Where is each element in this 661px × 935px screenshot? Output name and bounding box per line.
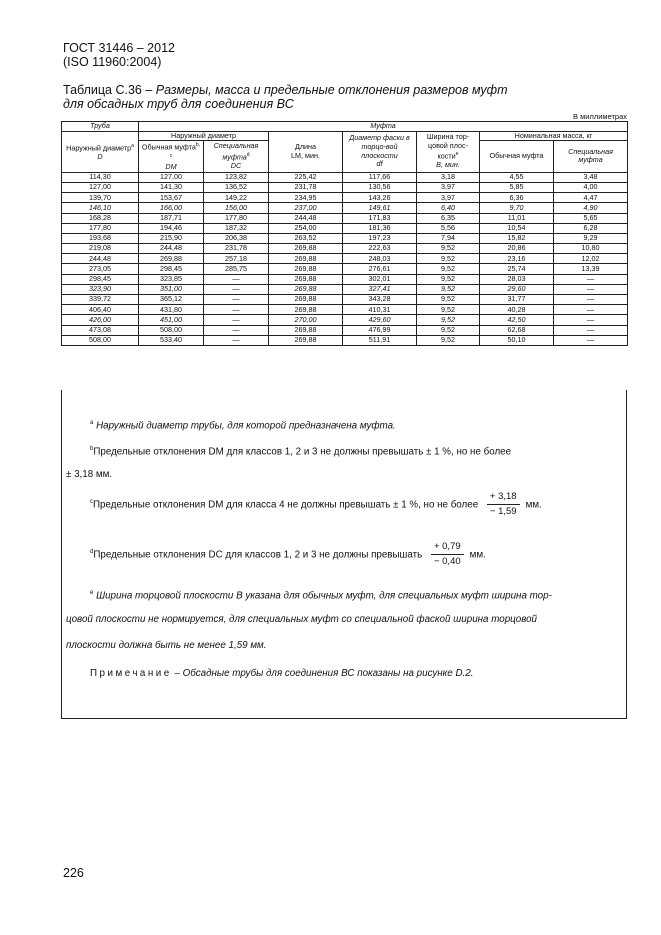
footnote-e-cont2: плоскости должна быть не менее 1,59 мм. (66, 640, 267, 651)
table-cell: 12,02 (554, 254, 628, 264)
table-cell: 426,00 (62, 315, 139, 325)
table-cell: 146,10 (62, 203, 139, 213)
standard-code: ГОСТ 31446 – 2012 (63, 41, 175, 55)
table-cell: — (204, 295, 269, 305)
footnote-c: $^c$Предельные отклонения DM для класса 4 не должны превышать ± 1 %, но не более $\frac{+ 3,18}{- 1,59}$ мм. (90, 491, 542, 518)
table-cell: 298,45 (62, 274, 139, 284)
table-caption (63, 83, 508, 111)
table-cell: 508,00 (139, 325, 204, 335)
table-cell: 476,99 (343, 325, 417, 335)
table-row (62, 172, 628, 182)
table-cell: 187,71 (139, 213, 204, 223)
table-cell: 141,30 (139, 182, 204, 192)
header-bevel-diameter: Диаметр фаски в торцо-вой плоскости df (343, 131, 417, 172)
table-cell: 197,23 (343, 233, 417, 243)
header-pipe-od: Наружный диаметр$^a$ D (62, 131, 139, 172)
table-row (62, 203, 628, 213)
table-cell: 9,52 (417, 284, 480, 294)
table-cell: 6,36 (480, 193, 554, 203)
table-cell: — (554, 274, 628, 284)
table-cell: 343,28 (343, 295, 417, 305)
table-cell: 177,80 (204, 213, 269, 223)
table-row (62, 213, 628, 223)
table-cell: 257,18 (204, 254, 269, 264)
table-cell: 10,54 (480, 223, 554, 233)
table-cell: — (554, 295, 628, 305)
iso-code: (ISO 11960:2004) (63, 55, 162, 69)
table-cell: 23,16 (480, 254, 554, 264)
table-cell: — (554, 335, 628, 345)
table-cell: 114,30 (62, 172, 139, 182)
table-cell: 533,40 (139, 335, 204, 345)
table-cell: 40,28 (480, 305, 554, 315)
header-mass: Номинальная масса, кг (480, 131, 628, 141)
table-cell: 9,52 (417, 254, 480, 264)
caption-title-2: для обсадных труб для соединения ВС (63, 97, 294, 111)
remark: Примечание – Обсадные трубы для соединения ВС показаны на рисунке D.2. (90, 668, 474, 679)
table-cell: 153,67 (139, 193, 204, 203)
table-cell: 127,00 (139, 172, 204, 182)
table-cell: 10,80 (554, 244, 628, 254)
table-cell: 6,40 (417, 203, 480, 213)
table-row (62, 315, 628, 325)
table-row (62, 233, 628, 243)
header-pipe: Труба (62, 122, 139, 132)
table-cell: 237,00 (269, 203, 343, 213)
table-cell: 5,85 (480, 182, 554, 192)
footnote-e: $^e$ Ширина торцовой плоскости В указана для обычных муфт, для специальных муфт ширина тор- (90, 590, 552, 602)
table-cell: 9,52 (417, 335, 480, 345)
table-cell: 149,22 (204, 193, 269, 203)
table-cell: 410,31 (343, 305, 417, 315)
table-cell: 171,83 (343, 213, 417, 223)
table-row (62, 295, 628, 305)
table-cell: 9,52 (417, 305, 480, 315)
table-cell: 269,88 (269, 274, 343, 284)
table-cell: 285,75 (204, 264, 269, 274)
table-cell: 3,97 (417, 182, 480, 192)
table-cell: 222,63 (343, 244, 417, 254)
table-cell: 25,74 (480, 264, 554, 274)
table-cell: 231,78 (204, 244, 269, 254)
table-cell: 302,01 (343, 274, 417, 284)
table-row (62, 284, 628, 294)
table-cell: 3,18 (417, 172, 480, 182)
table-cell: 166,00 (139, 203, 204, 213)
table-cell: 117,66 (343, 172, 417, 182)
table-cell: 269,88 (139, 254, 204, 264)
table-cell: 429,60 (343, 315, 417, 325)
table-cell: 269,88 (269, 335, 343, 345)
table-cell: 187,32 (204, 223, 269, 233)
table-cell: 136,52 (204, 182, 269, 192)
table-cell: 9,52 (417, 295, 480, 305)
table-cell: — (204, 284, 269, 294)
table-cell: 269,88 (269, 284, 343, 294)
table-row (62, 305, 628, 315)
table-cell: 177,80 (62, 223, 139, 233)
table-cell: 406,40 (62, 305, 139, 315)
table-cell: 215,90 (139, 233, 204, 243)
table-cell: 4,90 (554, 203, 628, 213)
table-cell: — (204, 305, 269, 315)
table-cell: 244,48 (269, 213, 343, 223)
table-cell: 130,56 (343, 182, 417, 192)
header-face-width: Ширина тор-цовой плос-кости$^e$ B, мин. (417, 131, 480, 172)
header-special-coupling: Специальная муфта$^d$ DC (204, 141, 269, 173)
table-cell: 15,82 (480, 233, 554, 243)
table-cell: 276,61 (343, 264, 417, 274)
table-cell: 181,36 (343, 223, 417, 233)
table-cell: 28,03 (480, 274, 554, 284)
table-cell: 231,78 (269, 182, 343, 192)
table-cell: 234,95 (269, 193, 343, 203)
table-row (62, 223, 628, 233)
table-cell: 511,91 (343, 335, 417, 345)
header-mass-regular: Обычная муфта (480, 141, 554, 173)
units-label: В миллиметрах (573, 112, 627, 121)
table-cell: — (554, 315, 628, 325)
table-cell: 351,00 (139, 284, 204, 294)
table-row (62, 264, 628, 274)
table-cell: 269,88 (269, 295, 343, 305)
table-cell: 9,52 (417, 264, 480, 274)
table-cell: 339,72 (62, 295, 139, 305)
table-cell: 269,88 (269, 244, 343, 254)
table-row (62, 274, 628, 284)
table-cell: 6,28 (554, 223, 628, 233)
table-cell: 127,00 (62, 182, 139, 192)
table-cell: 50,10 (480, 335, 554, 345)
table-cell: 269,88 (269, 254, 343, 264)
table-row (62, 182, 628, 192)
table-cell: — (204, 315, 269, 325)
table-cell: 9,70 (480, 203, 554, 213)
footnote-b: $^b$Предельные отклонения DM для классов 1, 2 и 3 не должны превышать ± 1 %, но не более (90, 446, 512, 458)
table-cell: 5,65 (554, 213, 628, 223)
table-cell: 156,00 (204, 203, 269, 213)
dimensions-table (61, 121, 628, 346)
table-cell: 7,94 (417, 233, 480, 243)
table-cell: 42,50 (480, 315, 554, 325)
table-cell: 219,08 (62, 244, 139, 254)
table-cell: 62,68 (480, 325, 554, 335)
table-cell: 11,01 (480, 213, 554, 223)
table-cell: 9,52 (417, 315, 480, 325)
table-row (62, 193, 628, 203)
table-cell: — (554, 284, 628, 294)
table-row (62, 244, 628, 254)
footnote-b-cont: ± 3,18 мм. (66, 469, 113, 480)
table-cell: 31,77 (480, 295, 554, 305)
header-coupling: Муфта (139, 122, 628, 132)
table-row (62, 325, 628, 335)
table-cell: 3,97 (417, 193, 480, 203)
table-cell: 9,29 (554, 233, 628, 243)
header-length: Длина LM, мин. (269, 131, 343, 172)
tolerance-d: $\frac{+ 0,79}{- 0,40}$ (431, 540, 464, 569)
table-cell: 270,00 (269, 315, 343, 325)
table-cell: 365,12 (139, 295, 204, 305)
table-cell: 269,88 (269, 264, 343, 274)
table-cell: — (204, 335, 269, 345)
table-cell: 248,03 (343, 254, 417, 264)
header-mass-special: Специальная муфта (554, 141, 628, 173)
footnote-d: $^d$Предельные отклонения DC для классов 1, 2 и 3 не должны превышать $\frac{+ 0,79}{- 0,40}$ мм. (90, 541, 486, 568)
table-cell: — (554, 305, 628, 315)
table-cell: 327,41 (343, 284, 417, 294)
table-cell: 4,55 (480, 172, 554, 182)
table-cell: 244,48 (62, 254, 139, 264)
table-row (62, 335, 628, 345)
table-cell: 254,00 (269, 223, 343, 233)
table-cell: 9,52 (417, 244, 480, 254)
table-cell: — (554, 325, 628, 335)
table-cell: 9,52 (417, 325, 480, 335)
table-cell: 194,46 (139, 223, 204, 233)
table-cell: 123,82 (204, 172, 269, 182)
table-cell: — (204, 274, 269, 284)
table-cell: 193,68 (62, 233, 139, 243)
table-cell: 323,85 (139, 274, 204, 284)
table-cell: 508,00 (62, 335, 139, 345)
document-header (63, 41, 175, 69)
table-cell: 431,80 (139, 305, 204, 315)
table-cell: 3,48 (554, 172, 628, 182)
table-cell: 4,47 (554, 193, 628, 203)
footnote-e-cont1: цовой плоскости не нормируется, для специальных муфт со специальной фаской ширина торцовой (66, 614, 538, 625)
table-cell: 269,88 (269, 325, 343, 335)
tolerance-c: $\frac{+ 3,18}{- 1,59}$ (487, 490, 520, 519)
table-cell: 5,56 (417, 223, 480, 233)
header-regular-coupling: Обычная муфта$^{b, c}$ DM (139, 141, 204, 173)
table-cell: 451,00 (139, 315, 204, 325)
table-cell: 29,60 (480, 284, 554, 294)
table-cell: 263,52 (269, 233, 343, 243)
caption-title-1: Размеры, масса и предельные отклонения размеров муфт (155, 83, 508, 97)
table-cell: 143,26 (343, 193, 417, 203)
table-cell: 206,38 (204, 233, 269, 243)
footnotes-box (61, 390, 627, 719)
table-cell: 323,90 (62, 284, 139, 294)
table-cell: 6,35 (417, 213, 480, 223)
table-cell: 298,45 (139, 264, 204, 274)
table-cell: 473,08 (62, 325, 139, 335)
table-cell: — (204, 325, 269, 335)
table-cell: 244,48 (139, 244, 204, 254)
table-cell: 4,00 (554, 182, 628, 192)
table-cell: 273,05 (62, 264, 139, 274)
table-cell: 9,52 (417, 274, 480, 284)
table-cell: 168,28 (62, 213, 139, 223)
table-cell: 149,61 (343, 203, 417, 213)
page-number: 226 (63, 866, 84, 880)
footnote-a: $^a$ Наружный диаметр трубы, для которой предназначена муфта. (90, 420, 396, 432)
table-cell: 269,88 (269, 305, 343, 315)
table-cell: 225,42 (269, 172, 343, 182)
table-row (62, 254, 628, 264)
table-cell: 13,39 (554, 264, 628, 274)
table-cell: 20,86 (480, 244, 554, 254)
header-coupling-od: Наружный диаметр (139, 131, 269, 141)
table-cell: 139,70 (62, 193, 139, 203)
caption-prefix: Таблица С.36 – (63, 83, 156, 97)
